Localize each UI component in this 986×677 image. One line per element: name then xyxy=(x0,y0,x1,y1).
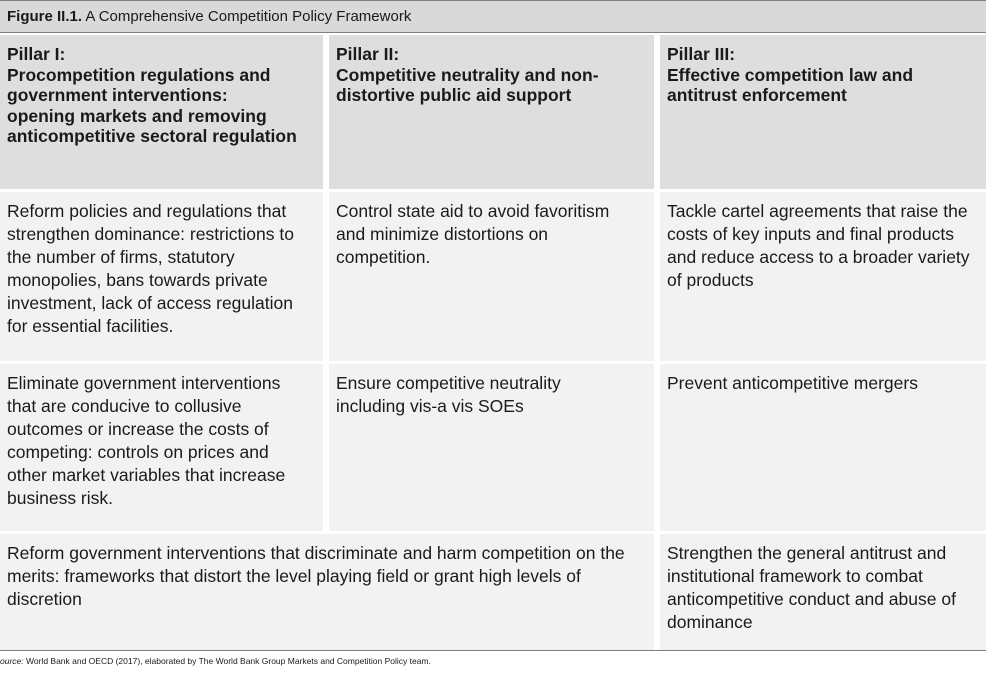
pillar-1-header xyxy=(0,35,323,189)
figure-title-bar xyxy=(0,0,986,33)
row-1-cell-1 xyxy=(0,192,323,361)
pillar-1-heading: Procompetition regulations and government interventions: opening markets and removing anticompetitive sectoral regulation xyxy=(7,64,297,146)
row-2-cell-3 xyxy=(660,364,986,531)
figure-label: Figure II.1. xyxy=(7,8,83,25)
row-3-text-1: Reform government interventions that discriminate and harm competition on the merits: frameworks that distort the level playing field or grant high levels of discretion xyxy=(7,543,625,609)
table-bottom-rule xyxy=(0,650,986,651)
pillar-2-header xyxy=(329,35,654,189)
source-text: World Bank and OECD (2017), elaborated by The World Bank Group Markets and Competition Policy team. xyxy=(26,656,431,666)
source-label: ource: xyxy=(0,656,24,666)
pillar-2-heading: Competitive neutrality and non-distortive public aid support xyxy=(336,64,599,105)
row-3-text-2: Strengthen the general antitrust and institutional framework to combat anticompetitive conduct and abuse of dominance xyxy=(667,543,956,632)
source-note xyxy=(0,656,431,667)
figure-title: A Comprehensive Competition Policy Framework xyxy=(85,8,412,25)
row-1-text-3: Tackle cartel agreements that raise the costs of key inputs and final products and reduce access to a broader variety of products xyxy=(667,201,970,290)
row-1-cell-2 xyxy=(329,192,654,361)
pillar-1-label: Pillar I: xyxy=(7,44,66,64)
pillar-2-label: Pillar II: xyxy=(336,44,400,64)
pillar-3-header xyxy=(660,35,986,189)
pillar-3-label: Pillar III: xyxy=(667,44,736,64)
row-2-text-1: Eliminate government interventions that are conducive to collusive outcomes or increase the costs of competing: controls on prices and other market variables that increase business risk. xyxy=(7,373,286,508)
row-1-cell-3 xyxy=(660,192,986,361)
row-3-cell-1 xyxy=(0,534,654,650)
row-1-text-2: Control state aid to avoid favoritism and minimize distortions on competition. xyxy=(336,201,610,267)
pillar-3-heading: Effective competition law and antitrust enforcement xyxy=(667,64,914,105)
row-2-text-2: Ensure competitive neutrality including vis-a vis SOEs xyxy=(336,373,561,416)
row-3-cell-2 xyxy=(660,534,986,650)
row-1-text-1: Reform policies and regulations that strengthen dominance: restrictions to the number of firms, statutory monopolies, bans towards private investment, lack of access regulation for essential facilities. xyxy=(7,201,294,336)
row-2-cell-2 xyxy=(329,364,654,531)
row-2-text-3: Prevent anticompetitive mergers xyxy=(667,373,918,393)
row-2-cell-1 xyxy=(0,364,323,531)
